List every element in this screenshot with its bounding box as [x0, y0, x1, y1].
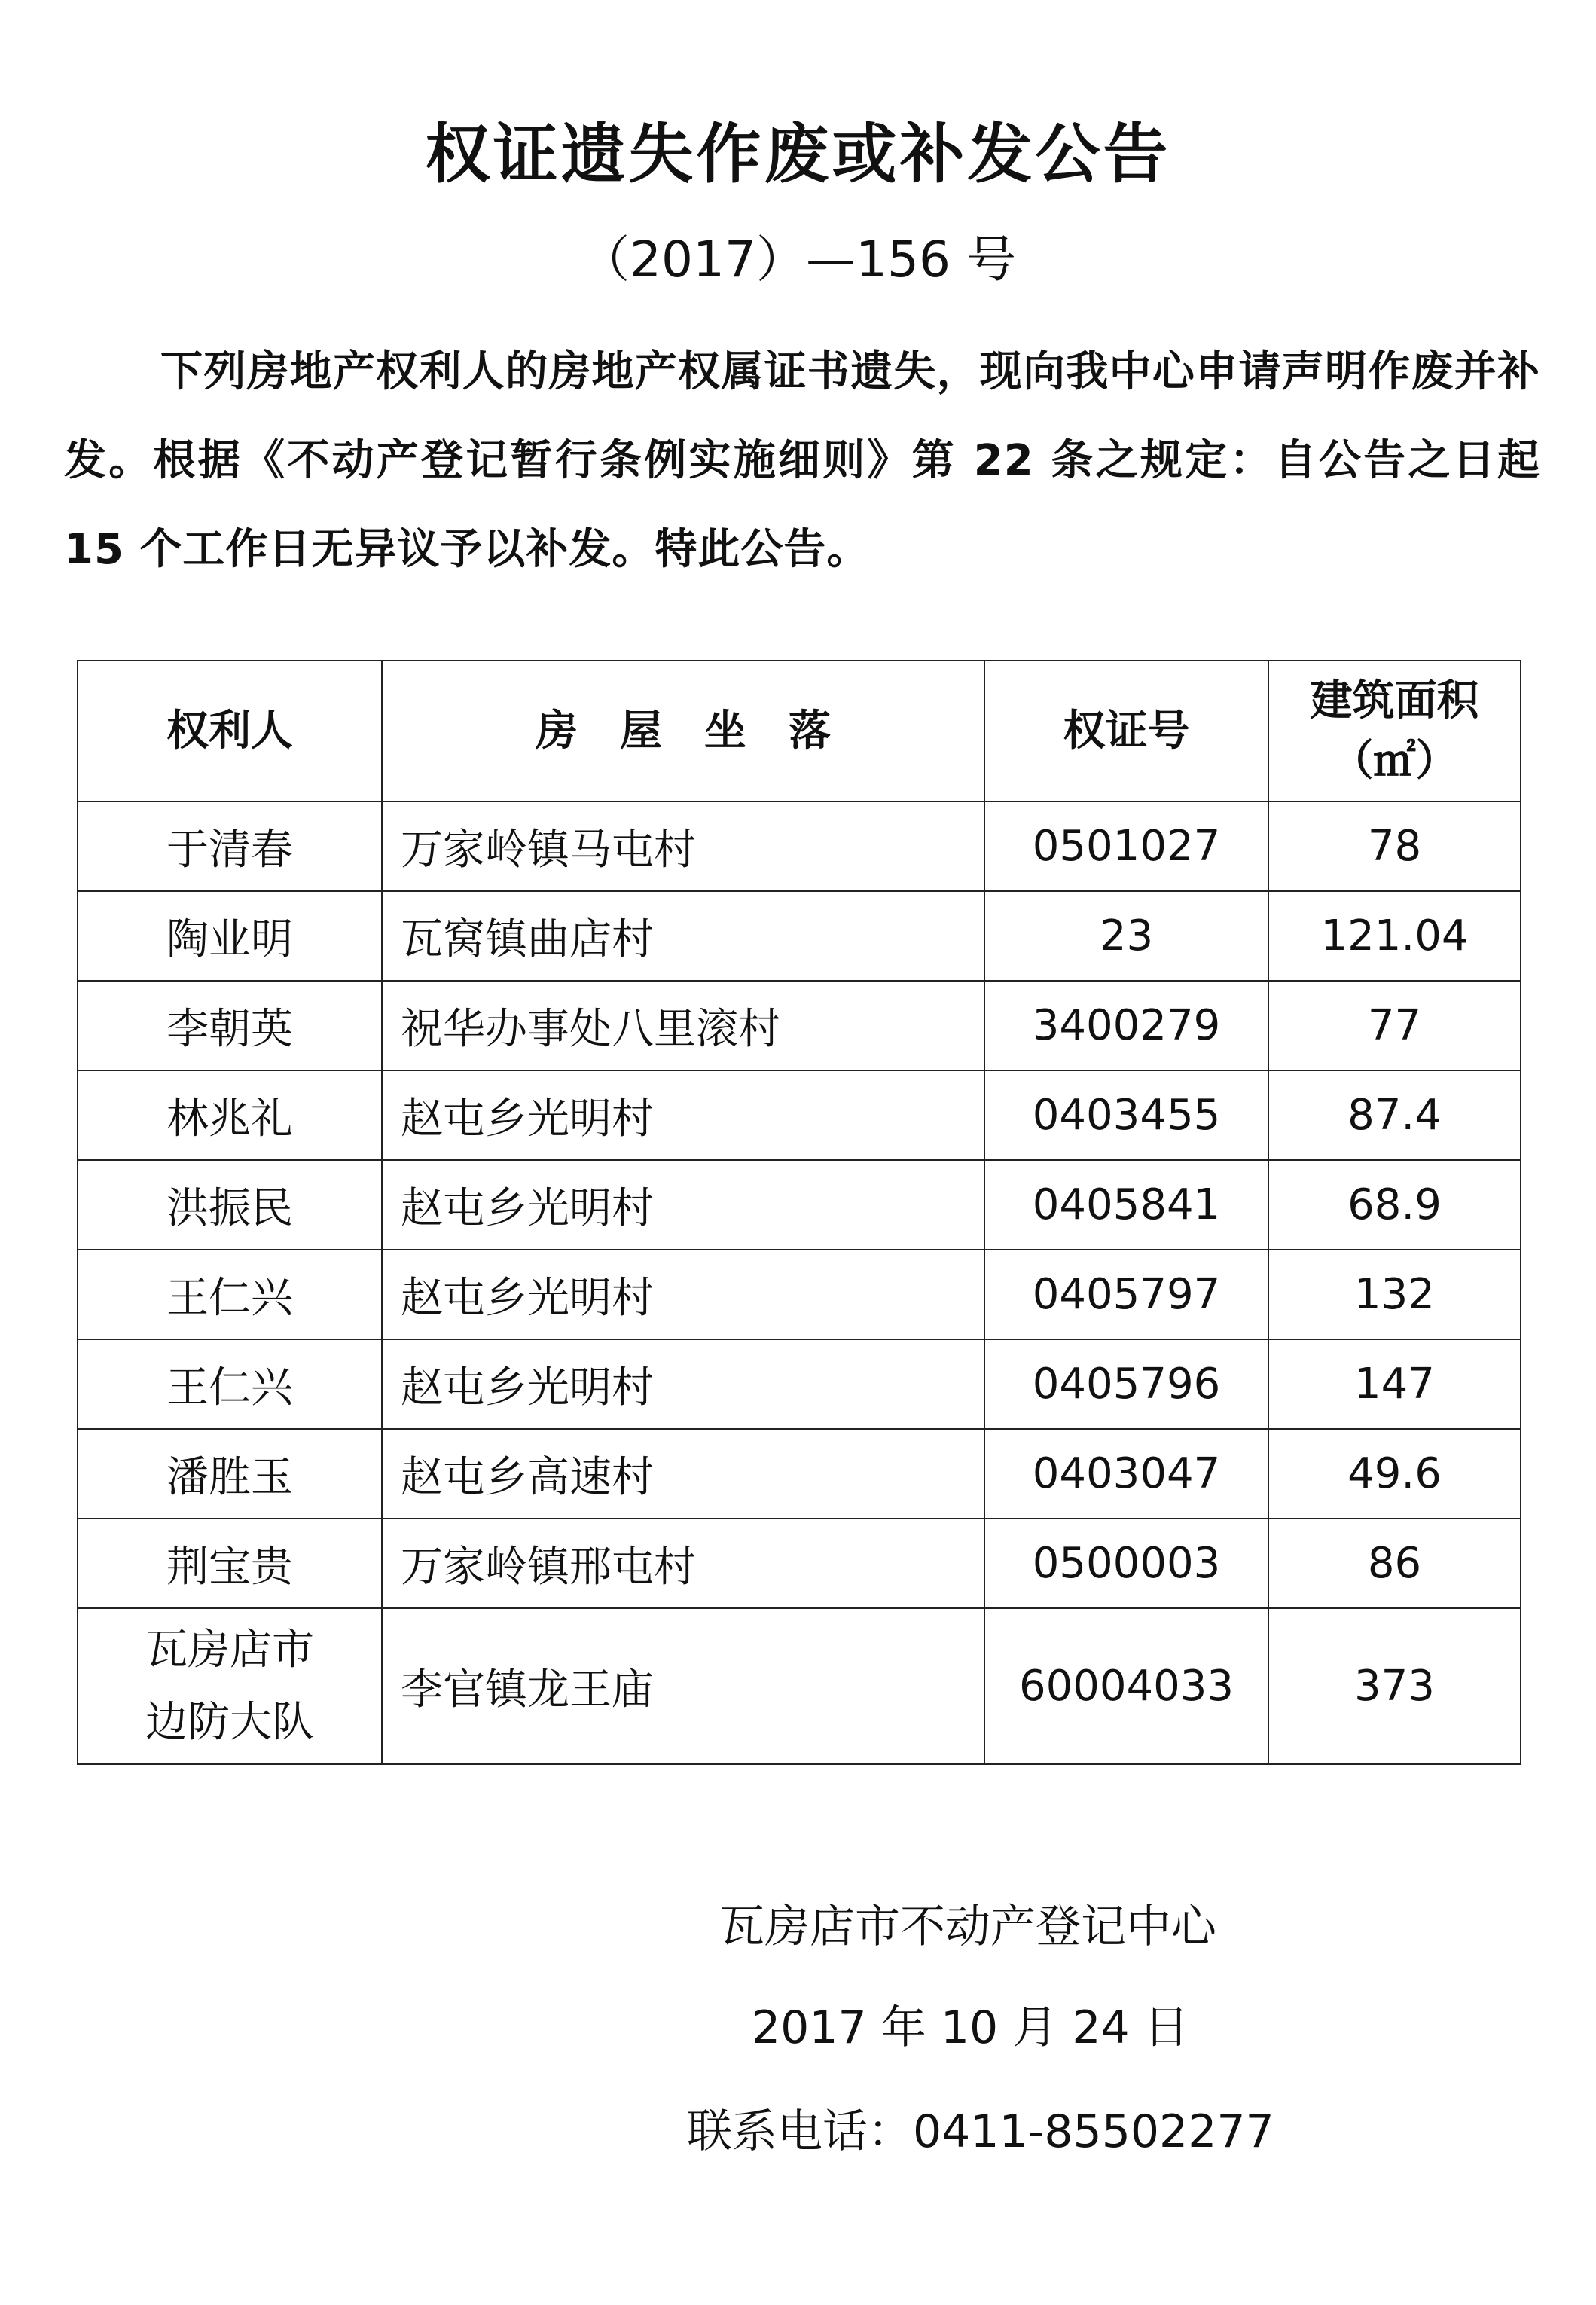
owner-cell: 荆宝贵 — [78, 1519, 382, 1608]
owner-cell: 洪振民 — [78, 1160, 382, 1250]
location-cell: 赵屯乡光明村 — [382, 1160, 984, 1250]
issuer-name: 瓦房店市不动产登记中心 — [719, 1900, 1216, 1953]
table-row — [78, 1160, 1521, 1250]
area-cell: 86 — [1268, 1519, 1521, 1608]
owner-cell: 潘胜玉 — [78, 1429, 382, 1519]
cert-no-cell: 0405841 — [984, 1160, 1268, 1250]
header-area-label: 建筑面积 — [1310, 676, 1479, 725]
cert-no-cell: 3400279 — [984, 981, 1268, 1070]
owner-cell: 王仁兴 — [78, 1250, 382, 1339]
area-cell: 77 — [1268, 981, 1521, 1070]
location-cell: 万家岭镇邢屯村 — [382, 1519, 984, 1608]
issue-date: 2017 年 10 月 24 日 — [752, 2001, 1189, 2054]
table-body — [78, 801, 1521, 1764]
table-row — [78, 1519, 1521, 1608]
owner-cell: 林兆礼 — [78, 1070, 382, 1160]
owner-cell: 陶业明 — [78, 891, 382, 981]
header-owner: 权利人 — [78, 661, 382, 801]
area-cell: 373 — [1268, 1608, 1521, 1764]
area-cell: 68.9 — [1268, 1160, 1521, 1250]
cert-no-cell: 60004033 — [984, 1608, 1268, 1764]
header-cert-no: 权证号 — [984, 661, 1268, 801]
owner-line-2: 边防大队 — [145, 1697, 314, 1747]
cert-no-cell: 0501027 — [984, 801, 1268, 891]
table-row — [78, 1070, 1521, 1160]
table-header-row — [78, 661, 1521, 801]
area-cell: 121.04 — [1268, 891, 1521, 981]
header-location: 房 屋 坐 落 — [382, 661, 984, 801]
location-cell: 万家岭镇马屯村 — [382, 801, 984, 891]
table-row — [78, 801, 1521, 891]
cert-no-cell: 0500003 — [984, 1519, 1268, 1608]
notice-number: （2017）—156 号 — [580, 230, 1016, 289]
owner-cell: 李朝英 — [78, 981, 382, 1070]
location-cell: 赵屯乡光明村 — [382, 1339, 984, 1429]
location-cell: 赵屯乡高速村 — [382, 1429, 984, 1519]
owner-line-1: 瓦房店市 — [145, 1625, 314, 1675]
area-cell: 147 — [1268, 1339, 1521, 1429]
table-row — [78, 1339, 1521, 1429]
location-cell: 瓦窝镇曲店村 — [382, 891, 984, 981]
contact-phone: 联系电话：0411-85502277 — [687, 2105, 1274, 2158]
table-row — [78, 1429, 1521, 1519]
area-cell: 49.6 — [1268, 1429, 1521, 1519]
area-cell: 132 — [1268, 1250, 1521, 1339]
table-row — [78, 891, 1521, 981]
header-area — [1268, 661, 1521, 801]
notice-title: 权证遗失作废或补发公告 — [425, 117, 1171, 192]
cert-no-cell: 0405796 — [984, 1339, 1268, 1429]
owner-cell: 王仁兴 — [78, 1339, 382, 1429]
owner-cell: 于清春 — [78, 801, 382, 891]
notice-body: 下列房地产权利人的房地产权属证书遗失，现向我中心申请声明作废并补发。根据《不动产登记暂行条例实施细则》第 22 条之规定：自公告之日起 15 个工作日无异议予以补发。特此公告。 — [64, 347, 1540, 574]
location-cell: 李官镇龙王庙 — [382, 1608, 984, 1764]
cert-no-cell: 23 — [984, 891, 1268, 981]
location-cell: 赵屯乡光明村 — [382, 1250, 984, 1339]
cert-no-cell: 0403455 — [984, 1070, 1268, 1160]
area-cell: 78 — [1268, 801, 1521, 891]
location-cell: 赵屯乡光明村 — [382, 1070, 984, 1160]
loss-records-table — [77, 660, 1521, 1765]
cert-no-cell: 0403047 — [984, 1429, 1268, 1519]
cert-no-cell: 0405797 — [984, 1250, 1268, 1339]
table-row — [78, 1250, 1521, 1339]
table-row — [78, 1608, 1521, 1764]
area-cell: 87.4 — [1268, 1070, 1521, 1160]
header-area-unit: （㎡） — [1331, 736, 1458, 786]
table-header — [78, 661, 1521, 801]
location-cell: 祝华办事处八里滚村 — [382, 981, 984, 1070]
table-row — [78, 981, 1521, 1070]
owner-cell — [78, 1608, 382, 1764]
